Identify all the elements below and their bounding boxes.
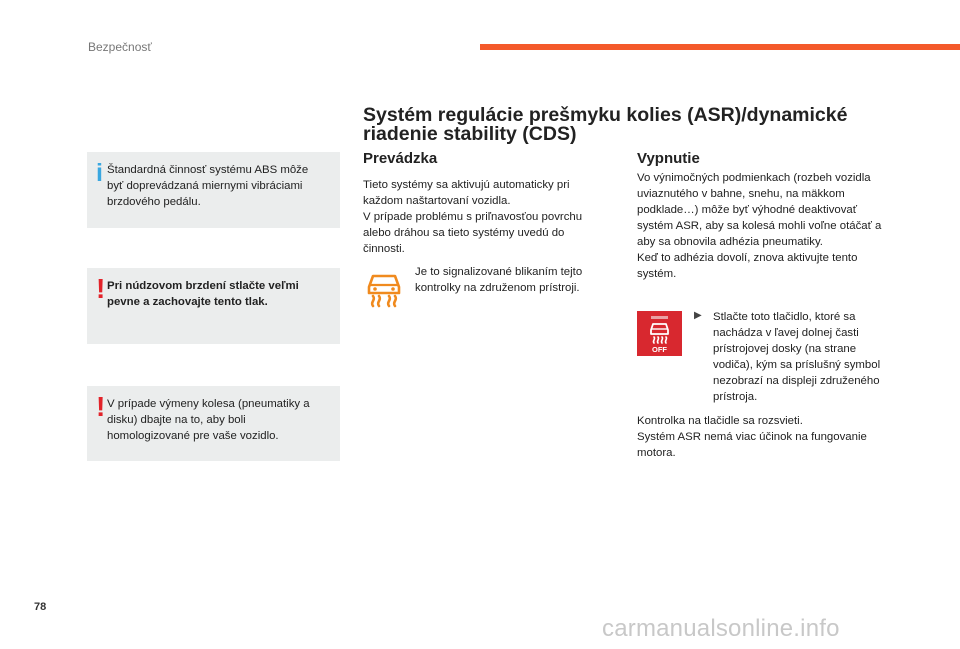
bullet-arrow-icon: ▶ — [694, 310, 702, 321]
warning-note-text: V prípade výmeny kolesa (pneumatiky a disku) dbajte na to, aby boli homologizované pre vaše vozidlo. — [107, 398, 310, 442]
operation-heading: Prevádzka — [363, 150, 438, 167]
info-note-text: Štandardná činnosť systému ABS môže byť doprevádzaná miernymi vibráciami brzdového pedálu. — [107, 164, 309, 208]
operation-text: Tieto systémy sa aktivujú automaticky pri každom naštartovaní vozidla. V prípade problému s priľnavosťou povrchu alebo dráhou sa tieto systémy uvedú do činnosti. — [363, 179, 583, 255]
warning-note-text: Pri núdzovom brzdení stlačte veľmi pevne a zachovajte tento tlak. — [107, 280, 299, 308]
page-title: Systém regulácie prešmyku kolies (ASR)/dynamické riadenie stability (CDS) — [363, 104, 848, 145]
info-note — [87, 152, 340, 228]
deactivation-after-text: Kontrolka na tlačidle sa rozsvieti. Systém ASR nemá viac účinok na fungovanie motora. — [637, 415, 867, 459]
deactivation-text: Vo výnimočných podmienkach (rozbeh vozidla uviaznutého v bahne, snehu, na mäkkom podklade…) môže byť výhodné deaktivovať systém ASR, aby sa kolesá mohli voľne otáčať a aby sa obnovila adhézia pneumatiky. Keď to adhézia dovolí, znova aktivujte tento systém. — [637, 172, 882, 280]
skid-off-button-icon — [637, 311, 682, 356]
skid-warning-icon — [365, 270, 403, 308]
off-label: OFF — [652, 345, 667, 354]
warning-note-braking — [87, 268, 340, 344]
warning-icon: ! — [96, 273, 106, 304]
header-accent-bar — [480, 44, 960, 50]
operation-icon-text: Je to signalizované blikaním tejto kontrolky na združenom prístroji. — [415, 266, 583, 294]
warning-icon: ! — [96, 391, 106, 422]
info-icon: i — [96, 159, 103, 187]
watermark: carmanualsonline.info — [602, 615, 840, 642]
deactivation-step: Stlačte toto tlačidlo, ktoré sa nachádza v ľavej dolnej časti prístrojovej dosky (na strane vodiča), kým sa príslušný symbol nezobrazí na displeji združeného prístroja. — [713, 311, 881, 403]
warning-note-wheel — [87, 386, 340, 461]
page-number: 78 — [34, 601, 47, 613]
section-label: Bezpečnosť — [88, 40, 152, 54]
deactivation-heading: Vypnutie — [637, 150, 700, 167]
